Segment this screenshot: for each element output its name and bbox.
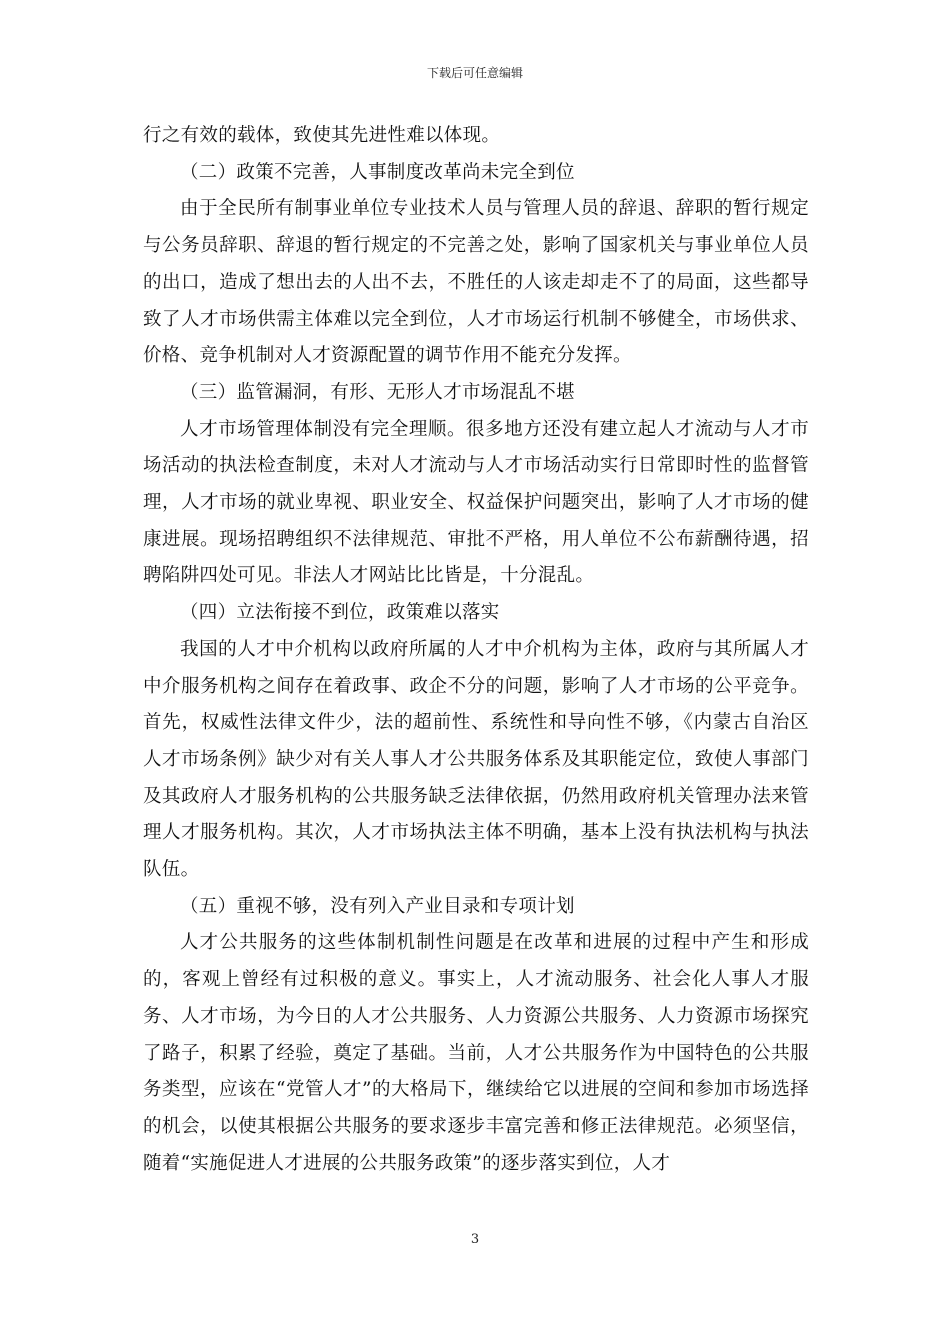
paragraph-attention: 人才公共服务的这些体制机制性问题是在改革和进展的过程中产生和形成的，客观上曾经有过积极的意义。事实上，人才流动服务、社会化人事人才服务、人才市场，为今日的人才公共服务、人力资源公共服务、人力资源市场探究了路子，积累了经验，奠定了基础。当前，人才公共服务作为中国特色的公共服务类型，应该在“党管人才”的大格局下，继续给它以进展的空间和参加市场选择的机会，以使其根据公共服务的要求逐步丰富完善和修正法律规范。必须坚信，随着“实施促进人才进展的公共服务政策”的逐步落实到位，人才 [143, 932, 809, 1174]
continuation-paragraph: 行之有效的载体，致使其先进性难以体现。 [143, 125, 501, 146]
document-body [143, 118, 809, 1182]
paragraph-supervision: 人才市场管理体制没有完全理顺。很多地方还没有建立起人才流动与人才市场活动的执法检查制度，未对人才流动与人才市场活动实行日常即时性的监督管理，人才市场的就业卑视、职业安全、权益保护问题突出，影响了人才市场的健康进展。现场招聘组织不法律规范、审批不严格，用人单位不公布薪酬待遇，招聘陷阱四处可见。非法人才网站比比皆是，十分混乱。 [143, 418, 809, 587]
page-header: 下载后可任意编辑 [426, 66, 523, 80]
section-heading-2: （二）政策不完善，人事制度改革尚未完全到位 [180, 161, 575, 183]
paragraph-legislation: 我国的人才中介机构以政府所属的人才中介机构为主体，政府与其所属人才中介服务机构之间存在着政事、政企不分的问题，影响了人才市场的公平竞争。首先，权威性法律文件少，法的超前性、系统性和导向性不够，《内蒙古自治区人才市场条例》缺少对有关人事人才公共服务体系及其职能定位，致使人事部门及其政府人才服务机构的公共服务缺乏法律依据，仍然用政府机关管理办法来管理人才服务机构。其次，人才市场执法主体不明确，基本上没有执法机构与执法队伍。 [143, 638, 809, 881]
paragraph-policy: 由于全民所有制事业单位专业技术人员与管理人员的辞退、辞职的暂行规定与公务员辞职、辞退的暂行规定的不完善之处，影响了国家机关与事业单位人员的出口，造成了想出去的人出不去，不胜任的人该走却走不了的局面，这些都导致了人才市场供需主体难以完全到位，人才市场运行机制不够健全，市场供求、价格、竞争机制对人才资源配置的调节作用不能充分发挥。 [143, 198, 809, 367]
section-heading-5: （五）重视不够，没有列入产业目录和专项计划 [180, 895, 575, 917]
page-number: 3 [470, 1232, 480, 1247]
section-heading-3: （三）监管漏洞，有形、无形人才市场混乱不堪 [180, 381, 575, 403]
section-heading-4: （四）立法衔接不到位，政策难以落实 [180, 602, 500, 624]
